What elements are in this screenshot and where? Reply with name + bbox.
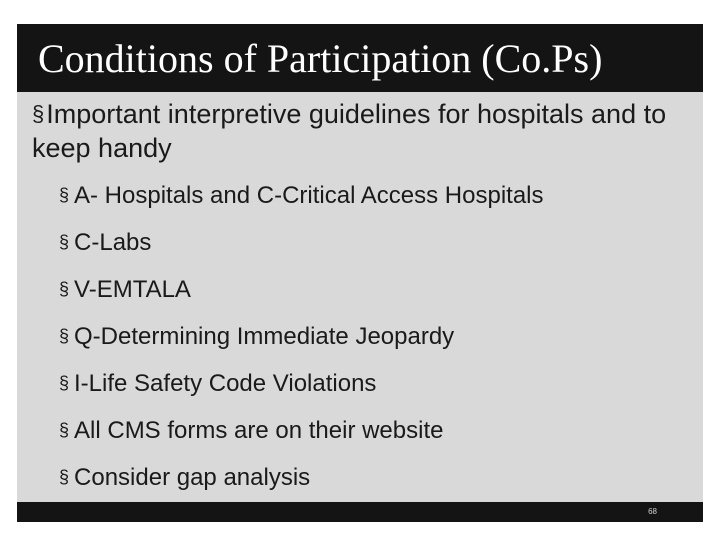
list-item <box>59 223 544 270</box>
list-item <box>59 411 544 458</box>
title-bar <box>17 24 703 92</box>
slide-title: Conditions of Participation (Co.Ps) <box>38 36 603 81</box>
section-bullet-icon: § <box>59 373 70 393</box>
slide <box>17 24 703 522</box>
list-item <box>59 317 544 364</box>
list-item <box>59 364 544 411</box>
page-number: 68 <box>648 507 657 516</box>
intro-bullet <box>32 98 697 165</box>
list-item <box>59 270 544 317</box>
list-item-label: C-Labs <box>74 229 152 256</box>
intro-text: Important interpretive guidelines for hospitals and to keep handy <box>32 99 667 163</box>
section-bullet-icon: § <box>59 467 70 487</box>
section-bullet-icon: § <box>32 101 45 126</box>
list-item <box>59 458 544 505</box>
list-item-label: A- Hospitals and C-Critical Access Hospitals <box>74 182 544 209</box>
guideline-list <box>59 176 544 505</box>
list-item-label: V-EMTALA <box>74 276 191 303</box>
list-item-label: I-Life Safety Code Violations <box>74 370 377 397</box>
footer-bar <box>17 502 703 522</box>
list-item <box>59 176 544 223</box>
list-item-label: Consider gap analysis <box>74 464 311 491</box>
section-bullet-icon: § <box>59 232 70 252</box>
section-bullet-icon: § <box>59 279 70 299</box>
list-item-label: Q-Determining Immediate Jeopardy <box>74 323 455 350</box>
section-bullet-icon: § <box>59 326 70 346</box>
list-item-label: All CMS forms are on their website <box>74 417 444 444</box>
section-bullet-icon: § <box>59 420 70 440</box>
section-bullet-icon: § <box>59 185 70 205</box>
